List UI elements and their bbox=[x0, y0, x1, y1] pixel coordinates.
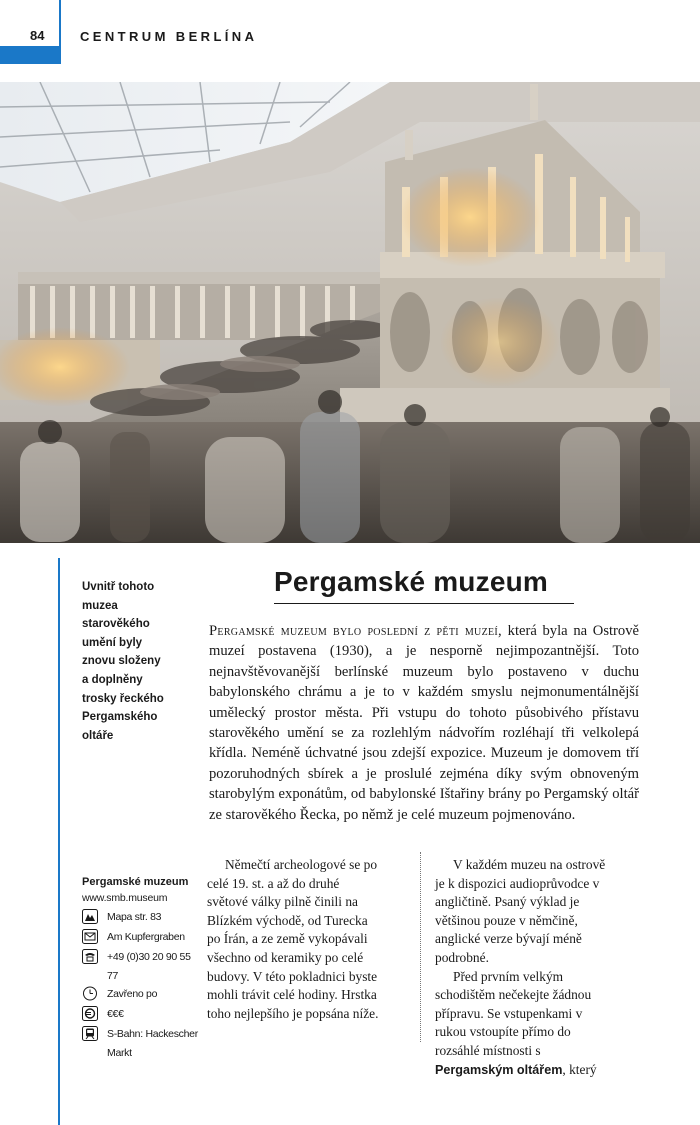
caption-line: muzea bbox=[82, 599, 118, 612]
info-address-text: Am Kupfergraben bbox=[107, 931, 185, 943]
caption-line: umění byly bbox=[82, 636, 143, 649]
map-icon bbox=[82, 909, 98, 924]
pergamon-altar-term: Pergamským oltářem bbox=[435, 1062, 563, 1077]
info-row-address bbox=[82, 928, 202, 948]
caption-line: Pergamského bbox=[82, 711, 158, 724]
pergamon-altar-photo bbox=[0, 82, 700, 543]
museum-website-link[interactable]: www.smb.museum bbox=[82, 892, 168, 904]
caption-line: starověkého bbox=[82, 618, 150, 631]
euro-icon bbox=[82, 1006, 98, 1021]
train-icon bbox=[82, 1026, 98, 1041]
photo-caption bbox=[82, 578, 192, 745]
caption-line: Uvnitř tohoto bbox=[82, 581, 155, 593]
museum-info-box bbox=[82, 876, 202, 1062]
address-icon bbox=[82, 929, 98, 944]
page-number: 84 bbox=[30, 28, 45, 43]
info-title: Pergamské muzeum bbox=[82, 876, 189, 888]
caption-line: trosky řeckého bbox=[82, 692, 164, 705]
left-accent-rule bbox=[58, 558, 60, 1125]
header-accent-rule bbox=[59, 0, 61, 64]
intro-lead-caps: Pergamské muzeum bylo poslední z pěti muzeí, bbox=[209, 623, 502, 639]
column-2-paragraph-2-text: Před prvním velkým schodištěm nečekejte žádnou přípravu. Se vstupenkami v rukou vstoupíte přímo do rozsáhlé místnosti s bbox=[435, 968, 592, 1058]
info-phone-text[interactable]: +49 (0)30 20 90 55 77 bbox=[107, 951, 191, 982]
info-row-transport bbox=[82, 1025, 202, 1062]
info-map-text: Mapa str. 83 bbox=[107, 911, 162, 923]
info-row-hours bbox=[82, 985, 202, 1005]
column-divider bbox=[420, 852, 421, 1042]
clock-icon bbox=[82, 986, 98, 1001]
intro-body: která byla na Ostrově muzeí postavena (1930), a je nesporně nejimpozantnější. Toto nejnavštěvovanější berlínské muzeum bylo postaveno v duchu babylonského chrámu a je to v každém smyslu nejmonumentálnější umělecký prostor města. Při vstupu do tohoto působivého přístavu starověkého umění se za rozlehlým nádvořím rozléhají tři velkolepá křídla. Neméně úchvatné jsou zdejší expozice. Muzeum je domovem tří pozoruhodných sbírek a je proslulé zejména díky svým obnoveným starobylým exponátům, od babylonské Ištařiny brány po Pergamský oltář ze starověkého Řecka, po němž je celé muzeum pojmenováno. bbox=[209, 623, 639, 823]
info-row-phone bbox=[82, 948, 202, 985]
info-row-map bbox=[82, 908, 202, 928]
title-underline bbox=[274, 603, 574, 604]
info-row-price bbox=[82, 1005, 202, 1025]
article-title: Pergamské muzeum bbox=[274, 566, 548, 597]
body-column-2 bbox=[435, 856, 610, 1079]
intro-paragraph bbox=[209, 621, 639, 825]
column-2-paragraph-2 bbox=[435, 968, 610, 1080]
caption-line: znovu složeny bbox=[82, 655, 161, 668]
column-2-paragraph-2-end: , který bbox=[562, 1061, 597, 1077]
column-1-paragraph: Němečtí archeologové se po celé 19. st. a až do druhé světové války pilně činili na Blízkém východě, od Turecka po Írán, a ze země vykopávali všechno od keramiky po celé budovy. V této pokladnici byste mohli trávit celé hodiny. Hrstka toho nejlepšího je popsána níže. bbox=[207, 857, 379, 1021]
info-hours-text: Zavřeno po bbox=[107, 988, 158, 1000]
info-price-text: €€€ bbox=[107, 1008, 124, 1020]
column-2-paragraph-1: V každém muzeu na ostrově je k dispozici audioprůvodce v angličtině. Psaný výklad je většinou pouze v němčině, anglické verze bývají méně podrobné. bbox=[435, 857, 606, 965]
section-title: CENTRUM BERLÍNA bbox=[80, 29, 258, 44]
phone-icon bbox=[82, 949, 98, 964]
body-column-1 bbox=[207, 856, 382, 1023]
info-transport-text: S-Bahn: Hackescher Markt bbox=[107, 1028, 198, 1059]
caption-line: oltáře bbox=[82, 729, 114, 742]
page-number-accent-bar bbox=[0, 46, 60, 64]
caption-line: a doplněny bbox=[82, 673, 143, 686]
